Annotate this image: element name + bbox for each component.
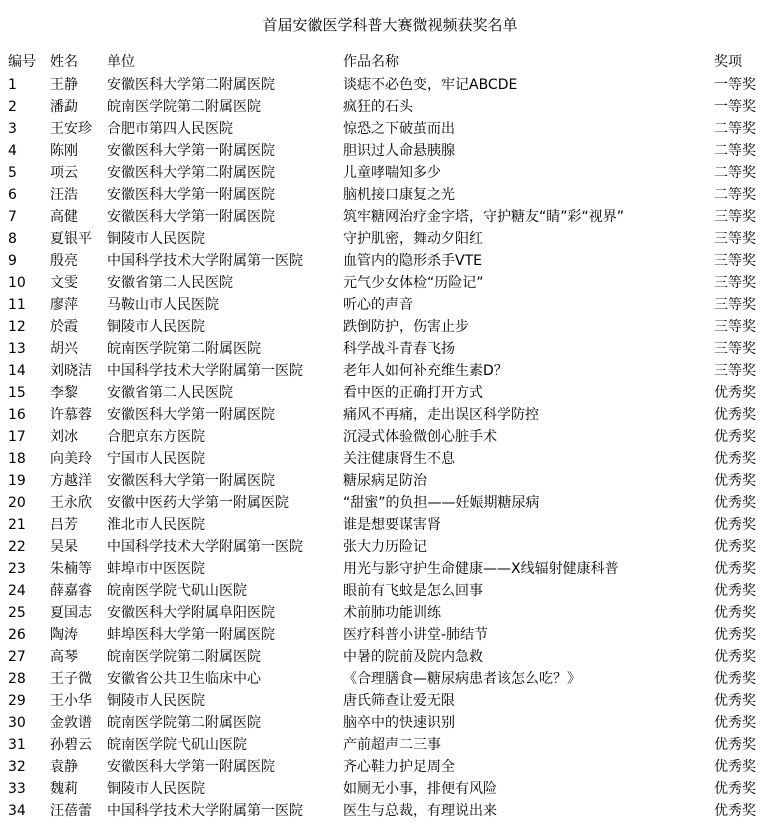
cell-unit: 安徽医科大学第一附属医院 <box>107 187 275 203</box>
table-row <box>8 118 772 140</box>
cell-num: 3 <box>8 121 17 137</box>
table-row <box>8 580 772 602</box>
cell-work: 术前肺功能训练 <box>343 605 441 621</box>
cell-award: 优秀奖 <box>714 605 756 621</box>
cell-unit: 安徽中医药大学第一附属医院 <box>107 495 289 511</box>
table-row <box>8 382 772 404</box>
cell-unit: 安徽医科大学第一附属医院 <box>107 407 275 423</box>
cell-num: 29 <box>8 693 26 709</box>
cell-num: 28 <box>8 671 26 687</box>
table-row <box>8 712 772 734</box>
cell-award: 优秀奖 <box>714 715 756 731</box>
cell-award: 优秀奖 <box>714 517 756 533</box>
table-row <box>8 800 772 822</box>
cell-unit: 铜陵市人民医院 <box>107 781 205 797</box>
cell-unit: 皖南医学院弋矶山医院 <box>107 583 247 599</box>
cell-work: 惊恐之下破茧而出 <box>343 121 455 137</box>
table-row <box>8 74 772 96</box>
cell-award: 二等奖 <box>714 187 756 203</box>
table-row <box>8 426 772 448</box>
cell-name: 项云 <box>50 165 78 181</box>
cell-name: 薛嘉睿 <box>50 583 92 599</box>
cell-work: 用光与影守护生命健康——X线辐射健康科普 <box>343 561 619 577</box>
table-row <box>8 96 772 118</box>
table-row <box>8 206 772 228</box>
table-row <box>8 602 772 624</box>
cell-award: 三等奖 <box>714 253 756 269</box>
cell-work: 听心的声音 <box>343 297 413 313</box>
cell-name: 潘勐 <box>50 99 78 115</box>
table-row <box>8 492 772 514</box>
cell-unit: 中国科学技术大学附属第一医院 <box>107 539 303 555</box>
cell-unit: 淮北市人民医院 <box>107 517 205 533</box>
cell-award: 优秀奖 <box>714 385 756 401</box>
table-row <box>8 756 772 778</box>
cell-num: 16 <box>8 407 26 423</box>
cell-work: 唐氏筛查让爱无限 <box>343 693 455 709</box>
cell-name: 胡兴 <box>50 341 78 357</box>
table-row <box>8 624 772 646</box>
table-row <box>8 778 772 800</box>
cell-work: 眼前有飞蚊是怎么回事 <box>343 583 483 599</box>
cell-award: 优秀奖 <box>714 781 756 797</box>
header-unit: 单位 <box>107 54 135 70</box>
cell-work: 脑机接口康复之光 <box>343 187 455 203</box>
cell-work: 脑卒中的快速识别 <box>343 715 455 731</box>
cell-unit: 安徽医科大学第一附属医院 <box>107 143 275 159</box>
cell-work: 疯狂的石头 <box>343 99 413 115</box>
cell-num: 27 <box>8 649 26 665</box>
cell-unit: 安徽医科大学第二附属医院 <box>107 77 275 93</box>
cell-name: 袁静 <box>50 759 78 775</box>
cell-num: 7 <box>8 209 17 225</box>
cell-work: 跌倒防护，伤害止步 <box>343 319 469 335</box>
table-row <box>8 140 772 162</box>
cell-num: 31 <box>8 737 26 753</box>
cell-work: 守护肌密，舞动夕阳红 <box>343 231 483 247</box>
award-table <box>8 50 772 822</box>
cell-unit: 蚌埠市中医医院 <box>107 561 205 577</box>
table-row <box>8 558 772 580</box>
table-body <box>8 74 772 822</box>
cell-name: 王静 <box>50 77 78 93</box>
table-row <box>8 338 772 360</box>
cell-work: 关注健康肾生不息 <box>343 451 455 467</box>
cell-work: 医生与总裁，有理说出来 <box>343 803 497 819</box>
cell-name: 向美玲 <box>50 451 92 467</box>
cell-work: 《合理膳食—糖尿病患者该怎么吃？》 <box>343 671 581 687</box>
cell-unit: 皖南医学院第二附属医院 <box>107 99 261 115</box>
cell-award: 优秀奖 <box>714 649 756 665</box>
cell-unit: 安徽医科大学第一附属医院 <box>107 209 275 225</box>
table-row <box>8 734 772 756</box>
cell-unit: 安徽省公共卫生临床中心 <box>107 671 261 687</box>
cell-unit: 安徽省第二人民医院 <box>107 385 233 401</box>
cell-num: 15 <box>8 385 26 401</box>
cell-unit: 宁国市人民医院 <box>107 451 205 467</box>
table-row <box>8 250 772 272</box>
cell-award: 优秀奖 <box>714 759 756 775</box>
cell-num: 4 <box>8 143 17 159</box>
cell-award: 优秀奖 <box>714 627 756 643</box>
cell-unit: 皖南医学院弋矶山医院 <box>107 737 247 753</box>
cell-name: 於霞 <box>50 319 78 335</box>
cell-award: 优秀奖 <box>714 429 756 445</box>
table-row <box>8 162 772 184</box>
cell-unit: 中国科学技术大学附属第一医院 <box>107 803 303 819</box>
cell-award: 优秀奖 <box>714 803 756 819</box>
cell-work: 沉浸式体验微创心脏手术 <box>343 429 497 445</box>
cell-unit: 安徽医科大学第二附属医院 <box>107 165 275 181</box>
cell-num: 32 <box>8 759 26 775</box>
cell-num: 26 <box>8 627 26 643</box>
cell-name: 汪浩 <box>50 187 78 203</box>
cell-unit: 皖南医学院第二附属医院 <box>107 649 261 665</box>
cell-award: 三等奖 <box>714 319 756 335</box>
table-header-row <box>8 50 772 74</box>
cell-unit: 合肥京东方医院 <box>107 429 205 445</box>
table-row <box>8 514 772 536</box>
cell-name: 汪蓓蕾 <box>50 803 92 819</box>
cell-work: 谁是想要谋害肾 <box>343 517 441 533</box>
cell-name: 廖萍 <box>50 297 78 313</box>
cell-award: 三等奖 <box>714 209 756 225</box>
cell-work: 张大力历险记 <box>343 539 427 555</box>
cell-num: 22 <box>8 539 26 555</box>
cell-work: 中暑的院前及院内急救 <box>343 649 483 665</box>
cell-award: 优秀奖 <box>714 737 756 753</box>
cell-num: 24 <box>8 583 26 599</box>
cell-award: 三等奖 <box>714 363 756 379</box>
cell-award: 一等奖 <box>714 77 756 93</box>
cell-num: 19 <box>8 473 26 489</box>
cell-num: 13 <box>8 341 26 357</box>
cell-work: 糖尿病足防治 <box>343 473 427 489</box>
cell-name: 刘晓洁 <box>50 363 92 379</box>
cell-award: 优秀奖 <box>714 693 756 709</box>
table-row <box>8 448 772 470</box>
cell-name: 高琴 <box>50 649 78 665</box>
cell-work: 老年人如何补充维生素D？ <box>343 363 508 379</box>
cell-work: 产前超声二三事 <box>343 737 441 753</box>
cell-name: 金敦谱 <box>50 715 92 731</box>
table-row <box>8 668 772 690</box>
cell-award: 二等奖 <box>714 143 756 159</box>
table-row <box>8 316 772 338</box>
table-row <box>8 294 772 316</box>
cell-name: 陈刚 <box>50 143 78 159</box>
cell-award: 优秀奖 <box>714 451 756 467</box>
cell-name: 王安珍 <box>50 121 92 137</box>
cell-unit: 安徽医科大学第一附属医院 <box>107 759 275 775</box>
cell-work: “甜蜜”的负担——妊娠期糖尿病 <box>343 495 540 511</box>
cell-name: 李黎 <box>50 385 78 401</box>
cell-work: 谈痣不必色变，牢记ABCDE <box>343 77 518 93</box>
cell-unit: 安徽医科大学附属阜阳医院 <box>107 605 275 621</box>
document-title: 首届安徽医学科普大赛微视频获奖名单 <box>262 16 518 34</box>
table-row <box>8 360 772 382</box>
cell-unit: 中国科学技术大学附属第一医院 <box>107 363 303 379</box>
cell-name: 方越洋 <box>50 473 92 489</box>
cell-award: 二等奖 <box>714 165 756 181</box>
cell-work: 血管内的隐形杀手VTE <box>343 253 482 269</box>
cell-num: 21 <box>8 517 26 533</box>
cell-unit: 铜陵市人民医院 <box>107 319 205 335</box>
cell-unit: 安徽医科大学第一附属医院 <box>107 473 275 489</box>
cell-unit: 皖南医学院第二附属医院 <box>107 715 261 731</box>
cell-num: 9 <box>8 253 17 269</box>
cell-award: 三等奖 <box>714 275 756 291</box>
cell-num: 18 <box>8 451 26 467</box>
cell-name: 许慕蓉 <box>50 407 92 423</box>
cell-award: 优秀奖 <box>714 473 756 489</box>
table-row <box>8 690 772 712</box>
cell-work: 如厕无小事，排便有风险 <box>343 781 497 797</box>
cell-unit: 合肥市第四人民医院 <box>107 121 233 137</box>
table-row <box>8 184 772 206</box>
header-num: 编号 <box>8 54 36 70</box>
cell-unit: 蚌埠医科大学第一附属医院 <box>107 627 275 643</box>
cell-work: 筑牢糖网治疗金字塔，守护糖友“睛”彩“视界” <box>343 209 625 225</box>
cell-num: 2 <box>8 99 17 115</box>
cell-award: 优秀奖 <box>714 583 756 599</box>
cell-num: 6 <box>8 187 17 203</box>
table-row <box>8 646 772 668</box>
cell-num: 30 <box>8 715 26 731</box>
cell-name: 吕芳 <box>50 517 78 533</box>
cell-name: 殷亮 <box>50 253 78 269</box>
header-name: 姓名 <box>50 54 78 70</box>
table-row <box>8 228 772 250</box>
table-row <box>8 404 772 426</box>
cell-num: 25 <box>8 605 26 621</box>
cell-num: 23 <box>8 561 26 577</box>
cell-name: 陶涛 <box>50 627 78 643</box>
cell-num: 12 <box>8 319 26 335</box>
cell-name: 朱楠等 <box>50 561 92 577</box>
cell-name: 孙碧云 <box>50 737 92 753</box>
cell-name: 文雯 <box>50 275 78 291</box>
cell-name: 刘冰 <box>50 429 78 445</box>
header-work: 作品名称 <box>343 54 399 70</box>
cell-award: 三等奖 <box>714 297 756 313</box>
cell-work: 元气少女体检“历险记” <box>343 275 484 291</box>
cell-award: 优秀奖 <box>714 495 756 511</box>
cell-work: 痛风不再痛，走出误区科学防控 <box>343 407 539 423</box>
cell-work: 儿童哮喘知多少 <box>343 165 441 181</box>
table-row <box>8 272 772 294</box>
cell-work: 科学战斗青春飞扬 <box>343 341 455 357</box>
table-row <box>8 470 772 492</box>
header-award: 奖项 <box>714 54 742 70</box>
cell-num: 33 <box>8 781 26 797</box>
cell-num: 17 <box>8 429 26 445</box>
cell-award: 优秀奖 <box>714 407 756 423</box>
cell-unit: 马鞍山市人民医院 <box>107 297 219 313</box>
cell-name: 吴杲 <box>50 539 78 555</box>
cell-unit: 铜陵市人民医院 <box>107 231 205 247</box>
cell-name: 高健 <box>50 209 78 225</box>
cell-num: 11 <box>8 297 26 313</box>
cell-award: 三等奖 <box>714 341 756 357</box>
cell-name: 魏莉 <box>50 781 78 797</box>
cell-name: 夏银平 <box>50 231 92 247</box>
cell-unit: 铜陵市人民医院 <box>107 693 205 709</box>
cell-num: 20 <box>8 495 26 511</box>
cell-num: 34 <box>8 803 26 819</box>
cell-award: 优秀奖 <box>714 539 756 555</box>
cell-num: 10 <box>8 275 26 291</box>
cell-name: 王永欣 <box>50 495 92 511</box>
cell-work: 胆识过人命悬胰腺 <box>343 143 455 159</box>
cell-unit: 皖南医学院第二附属医院 <box>107 341 261 357</box>
cell-num: 8 <box>8 231 17 247</box>
cell-num: 14 <box>8 363 26 379</box>
cell-award: 二等奖 <box>714 121 756 137</box>
cell-unit: 安徽省第二人民医院 <box>107 275 233 291</box>
cell-award: 优秀奖 <box>714 671 756 687</box>
table-row <box>8 536 772 558</box>
cell-name: 王小华 <box>50 693 92 709</box>
cell-work: 医疗科普小讲堂-肺结节 <box>343 627 489 643</box>
cell-num: 1 <box>8 77 17 93</box>
cell-name: 王子微 <box>50 671 92 687</box>
cell-work: 看中医的正确打开方式 <box>343 385 483 401</box>
cell-award: 优秀奖 <box>714 561 756 577</box>
cell-award: 三等奖 <box>714 231 756 247</box>
cell-work: 齐心鞋力护足周全 <box>343 759 455 775</box>
cell-name: 夏国志 <box>50 605 92 621</box>
cell-num: 5 <box>8 165 17 181</box>
cell-award: 一等奖 <box>714 99 756 115</box>
cell-unit: 中国科学技术大学附属第一医院 <box>107 253 303 269</box>
